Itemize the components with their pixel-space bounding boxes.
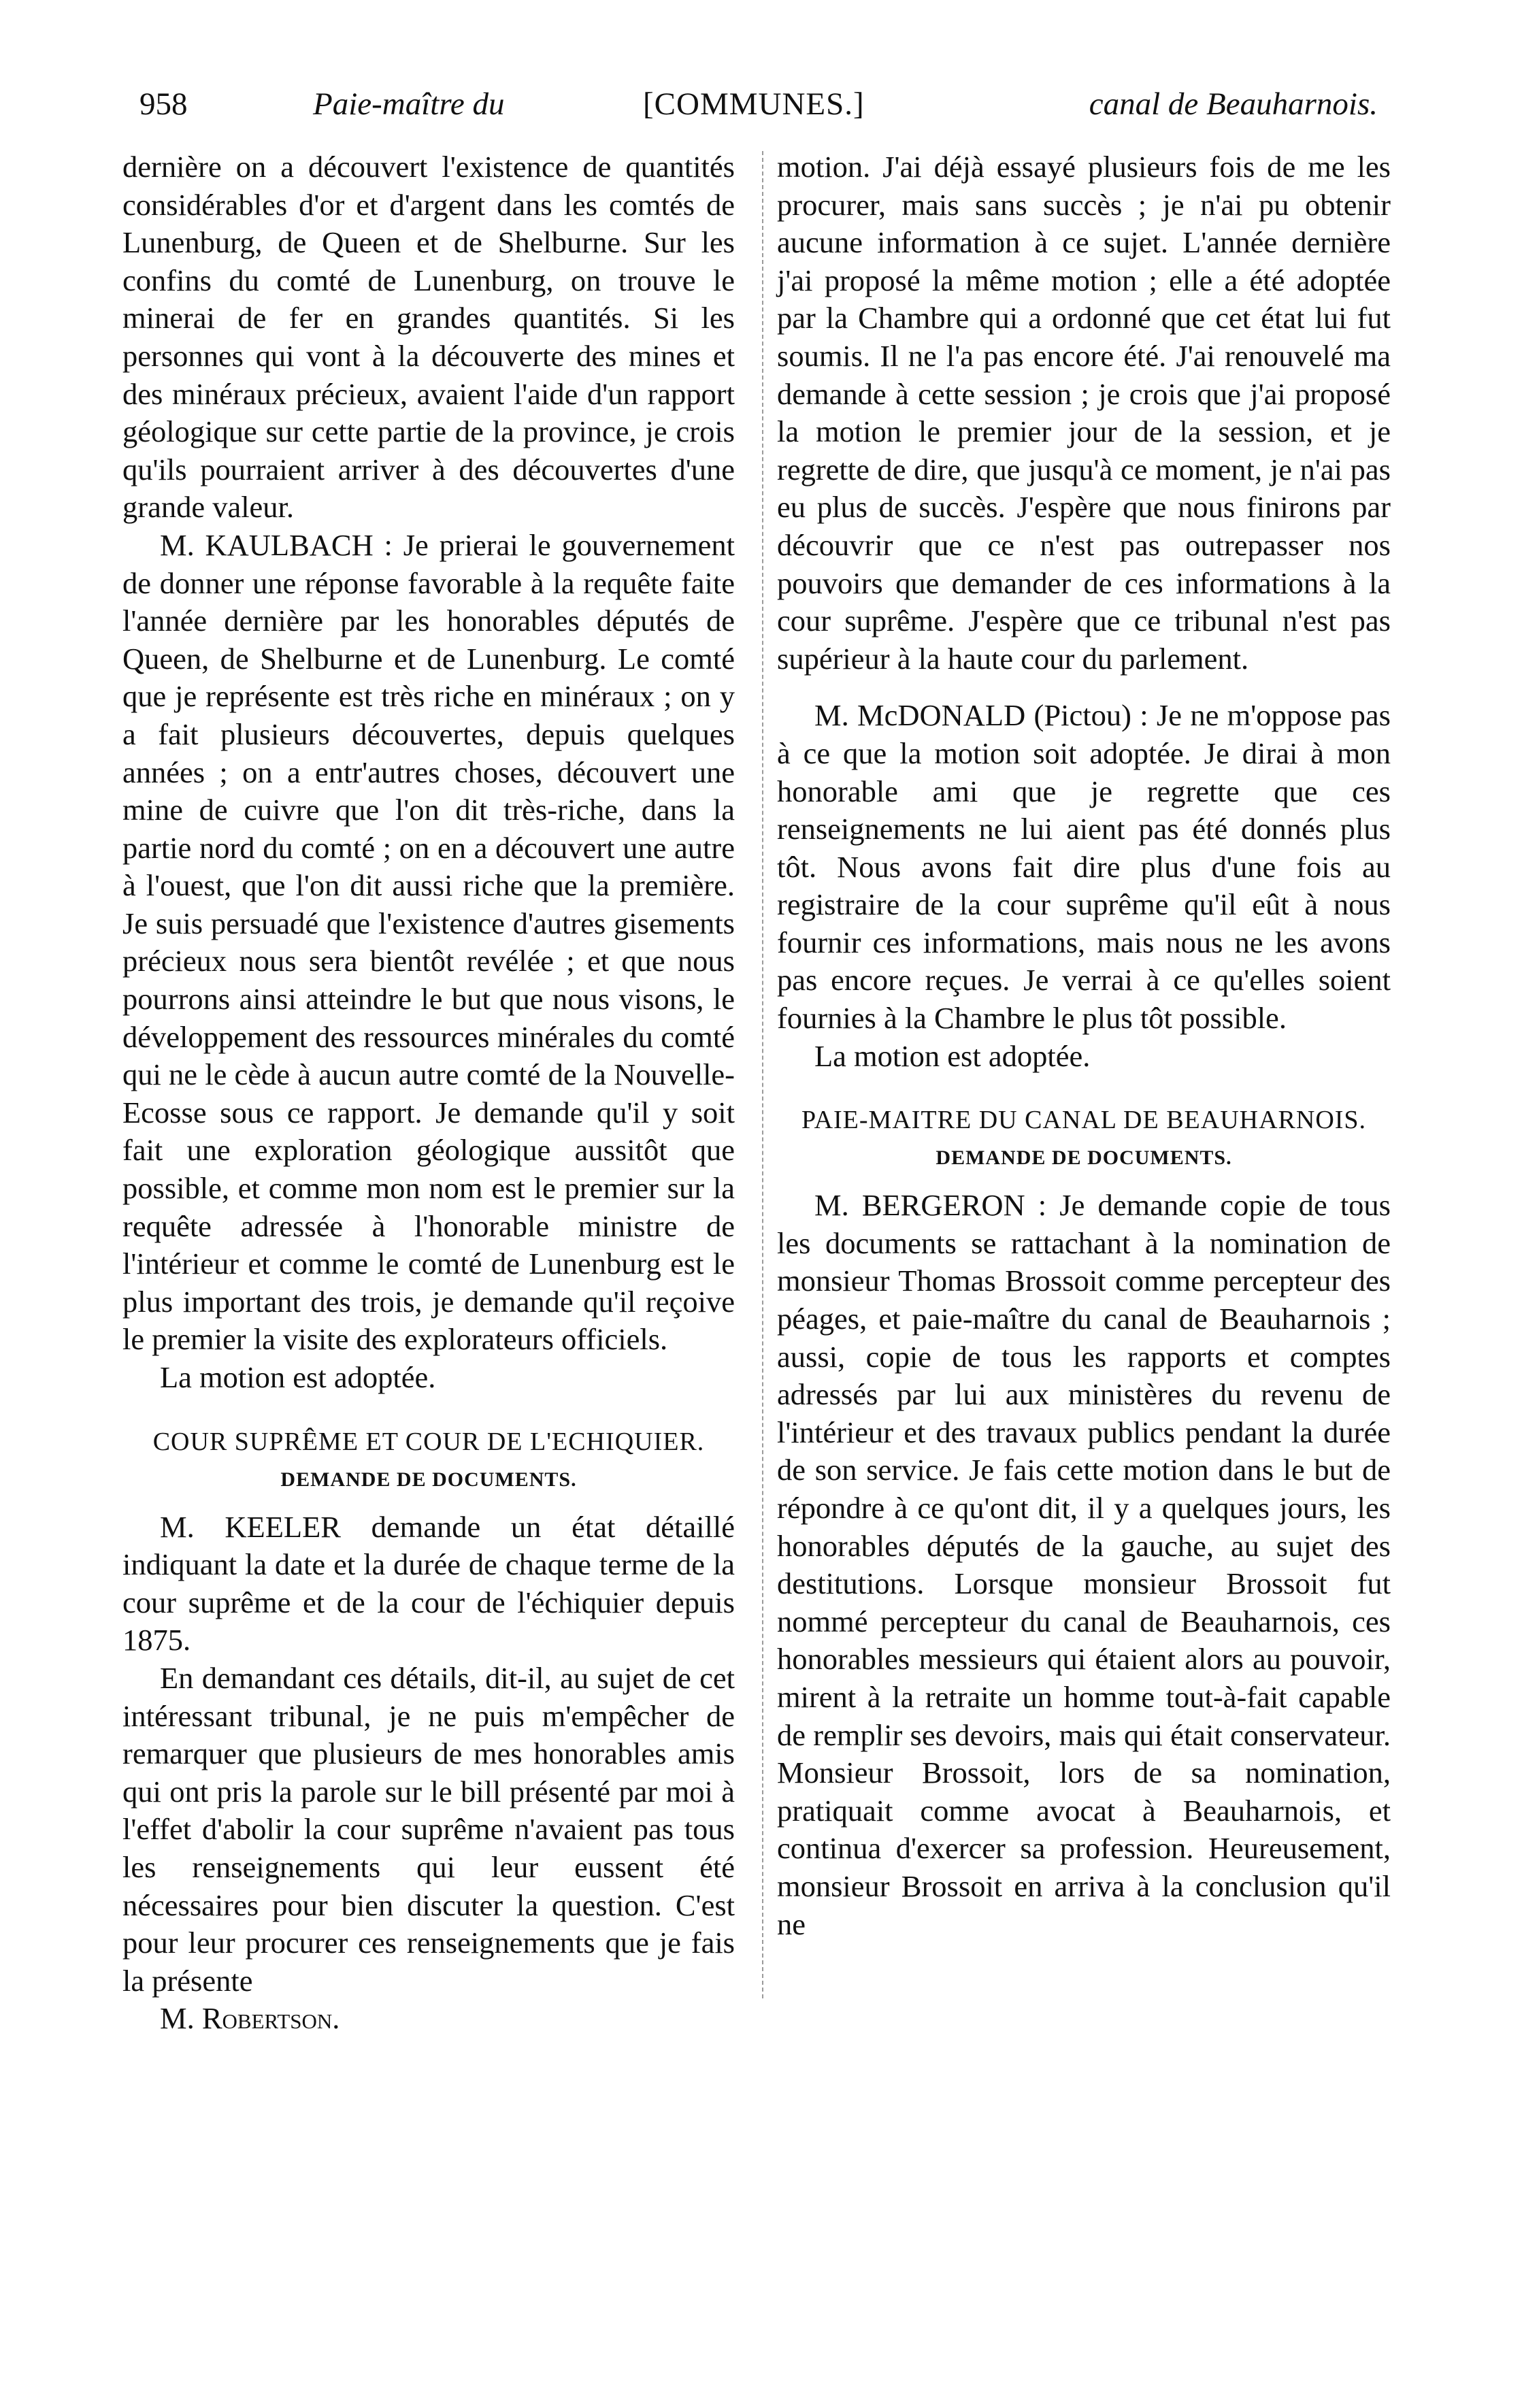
column-divider: [762, 151, 763, 1998]
paragraph: M. McDONALD (Pictou) : Je ne m'oppose pas à ce que la motion soit adoptée. Je dirai à mon honorable ami que je regrette que ces renseignements ne lui aient pas été donnés plus tôt. Nous avons fait dire plus d'une fois au registraire de la cour suprême qu'il eût à nous fournir ces informations, mais nous ne les avons pas encore reçues. Je verrai à ce qu'elles soient fournies à la Chambre le plus tôt possible.: [777, 698, 1391, 1036]
section-subheading: DEMANDE DE DOCUMENTS.: [936, 1147, 1232, 1170]
paragraph: M. KEELER demande un état détaillé indiquant la date et la durée de chaque terme de la cour suprême et de la cour de l'échiquier depuis 1875.: [122, 1509, 735, 1657]
right-column: [777, 148, 1391, 1943]
paragraph: dernière on a découvert l'existence de quantités considérables d'or et d'argent dans les comtés de Lunenburg, de Queen et de Shelburne. Sur les confins du comté de Lunenburg, on trouve le minerai de fer en grandes quantités. Si les personnes qui vont à la découverte des mines et des minéraux précieux, avaient l'aide d'un rapport géologique sur cette partie de la province, je crois qu'ils pourraient arriver à des découvertes d'une grande valeur.: [122, 150, 735, 525]
paragraph: La motion est adoptée.: [814, 1038, 1091, 1073]
section-subheading: DEMANDE DE DOCUMENTS.: [280, 1468, 577, 1491]
left-column: [122, 148, 735, 2038]
header-left-title: Paie-maître du: [313, 86, 505, 122]
section-heading: PAIE-MAITRE DU CANAL DE BEAUHARNOIS.: [801, 1106, 1367, 1135]
paragraph: M. BERGERON : Je demande copie de tous les documents se rattachant à la nomination de monsieur Thomas Brossoit comme percepteur des péages, et paie-maître du canal de Beauharnois ; aussi, copie de tous les rapports et comptes adressés par lui aux ministères du revenu de l'intérieur et des travaux publics pendant la durée de son service. Je fais cette motion dans le but de répondre à ce qu'ont dit, il y a quelques jours, les honorables députés de la gauche, au sujet des destitutions. Lorsque monsieur Brossoit fut nommé percepteur du canal de Beauharnois, ces honorables messieurs qui étaient alors au pouvoir, mirent à la retraite un homme tout-à-fait capable de remplir ses devoirs, mais qui était conservateur. Monsieur Brossoit, lors de sa nomination, pratiquait comme avocat à Beauharnois, et continua d'exercer sa profession. Heureusement, monsieur Brossoit en arriva à la conclusion qu'il ne: [777, 1188, 1391, 1941]
running-header: [139, 80, 1378, 128]
page-number: 958: [139, 86, 188, 122]
paragraph: motion. J'ai déjà essayé plusieurs fois de me les procurer, mais sans succès ; je n'ai pu obtenir aucune information à ce sujet. L'année dernière j'ai proposé la même motion ; elle a été adoptée par la Chambre qui a ordonné que cet état lui fut soumis. Il ne l'a pas encore été. J'ai renouvelé ma demande à cette session ; je crois que j'ai proposé la motion le premier jour de la session, et je regrette de dire, que jusqu'à ce moment, je n'ai pas eu plus de succès. J'espère que nous finirons par découvrir que ce n'est pas outrepasser nos pouvoirs que demander de ces informations à la cour suprême. J'espère que ce tribunal n'est pas supérieur à la haute cour du parlement.: [777, 150, 1391, 676]
section-heading: COUR SUPRÊME ET COUR DE L'ECHIQUIER.: [152, 1427, 705, 1456]
header-right-title: canal de Beauharnois.: [1089, 86, 1378, 122]
paragraph: En demandant ces détails, dit-il, au sujet de cet intéressant tribunal, je ne puis m'empêcher de remarquer que plusieurs de mes honorables amis qui ont pris la parole sur le bill présenté par moi à l'effet d'abolir la cour suprême n'avaient pas tous les renseignements qui leur eussent été nécessaires pour bien discuter la question. C'est pour leur procurer ces renseignements que je fais la présente: [122, 1660, 735, 1998]
paragraph: La motion est adoptée.: [160, 1360, 436, 1394]
catchword: M. Robertson.: [160, 2001, 340, 2036]
paragraph: M. KAULBACH : Je prierai le gouvernement de donner une réponse favorable à la requête faite l'année dernière par les honorables députés de Queen, de Shelburne et de Lunenburg. Le comté que je représente est très riche en minéraux ; on y a fait plusieurs découvertes, depuis quelques années ; on a entr'autres choses, découvert une mine de cuivre que l'on dit très-riche, dans la partie nord du comté ; on en a découvert une autre à l'ouest, que l'on dit aussi riche que la première. Je suis persuadé que l'existence d'autres gisements précieux nous sera bientôt revélée ; et que nous pourrons ainsi atteindre le but que nous visons, le développement des ressources minérales du comté qui ne le cède à aucun autre comté de la Nouvelle-Ecosse sous ce rapport. Je demande qu'il y soit fait une exploration géologique aussitôt que possible, et comme mon nom est le premier sur la requête adressée à l'honorable ministre de l'intérieur et comme le comté de Lunenburg est le plus important des trois, je demande qu'il reçoive le premier la visite des explorateurs officiels.: [122, 527, 735, 1357]
header-center-title: [COMMUNES.]: [643, 86, 865, 122]
